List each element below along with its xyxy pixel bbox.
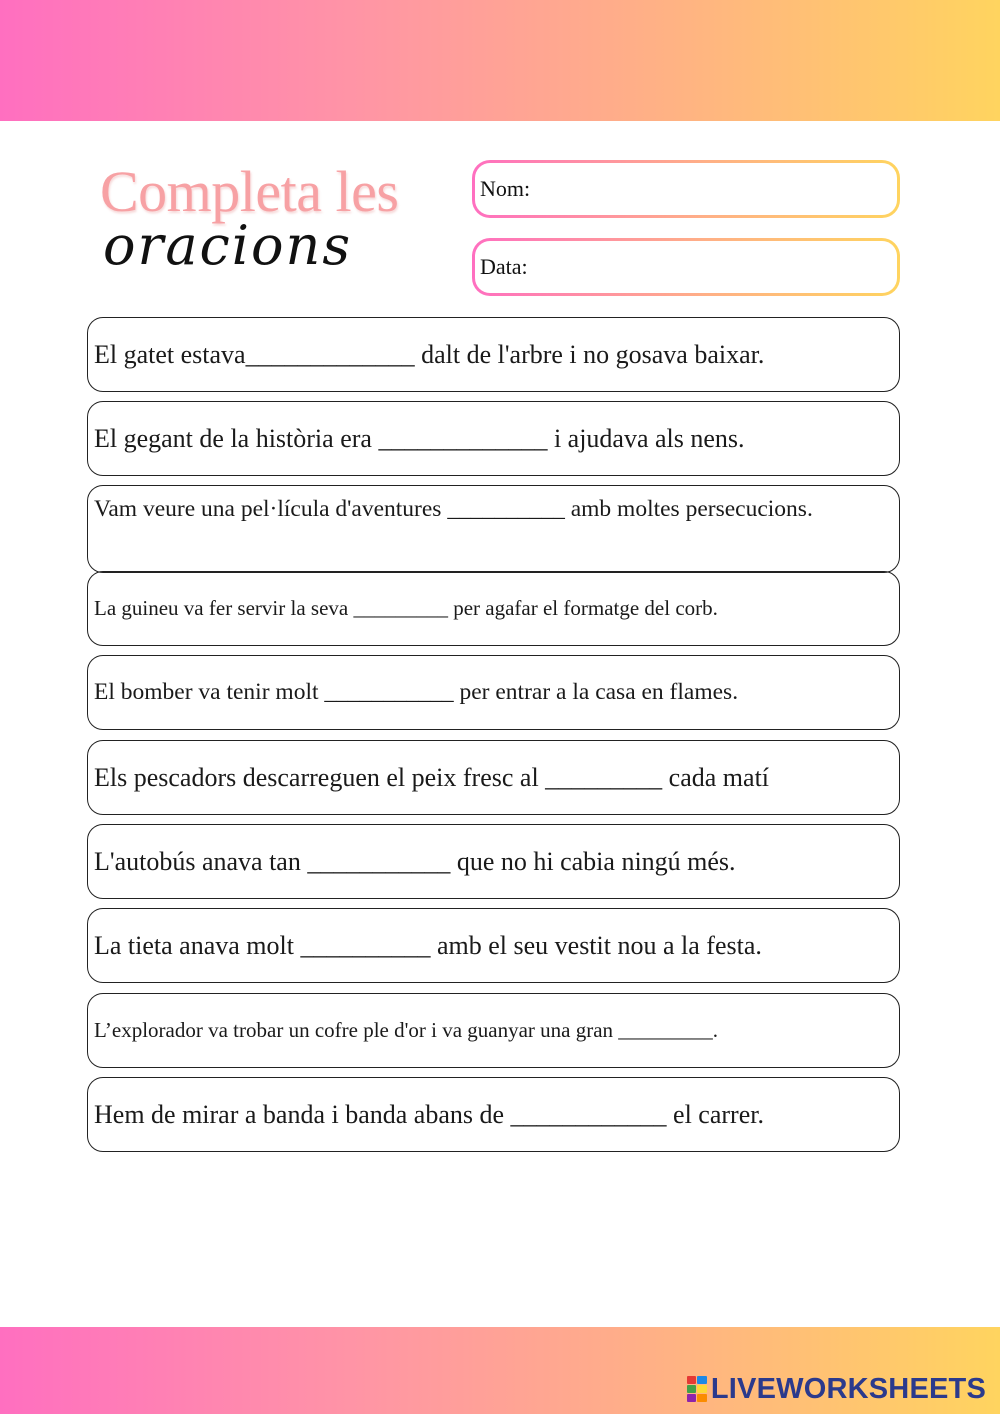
page-subtitle: oracions bbox=[103, 214, 353, 277]
sentence-box-5[interactable]: El bomber va tenir molt ___________ per entrar a la casa en flames. bbox=[87, 655, 900, 730]
sentence-box-3[interactable]: Vam veure una pel·lícula d'aventures __________ amb moltes persecucions. bbox=[87, 485, 900, 573]
sentence-box-9[interactable]: L’explorador va trobar un cofre ple d'or i va guanyar una gran _________. bbox=[87, 993, 900, 1068]
name-field-label: Nom: bbox=[475, 163, 897, 215]
page-title: Completa les bbox=[100, 159, 399, 224]
sentence-box-8[interactable]: La tieta anava molt __________ amb el seu vestit nou a la festa. bbox=[87, 908, 900, 983]
liveworksheets-logo-icon bbox=[687, 1376, 707, 1402]
sentence-box-10[interactable]: Hem de mirar a banda i banda abans de ____________ el carrer. bbox=[87, 1077, 900, 1152]
top-gradient-band bbox=[0, 0, 1000, 121]
date-field[interactable] bbox=[472, 238, 900, 296]
sentence-box-2[interactable]: El gegant de la història era _____________ i ajudava als nens. bbox=[87, 401, 900, 476]
sentence-box-1[interactable]: El gatet estava_____________ dalt de l'arbre i no gosava baixar. bbox=[87, 317, 900, 392]
sentence-box-7[interactable]: L'autobús anava tan ___________ que no hi cabia ningú més. bbox=[87, 824, 900, 899]
sentence-box-6[interactable]: Els pescadors descarreguen el peix fresc al _________ cada matí bbox=[87, 740, 900, 815]
liveworksheets-brand[interactable] bbox=[687, 1372, 986, 1406]
brand-text: LIVEWORKSHEETS bbox=[710, 1372, 986, 1405]
name-field[interactable] bbox=[472, 160, 900, 218]
sentence-box-4[interactable]: La guineu va fer servir la seva _________ per agafar el formatge del corb. bbox=[87, 571, 900, 646]
date-field-label: Data: bbox=[475, 241, 897, 293]
